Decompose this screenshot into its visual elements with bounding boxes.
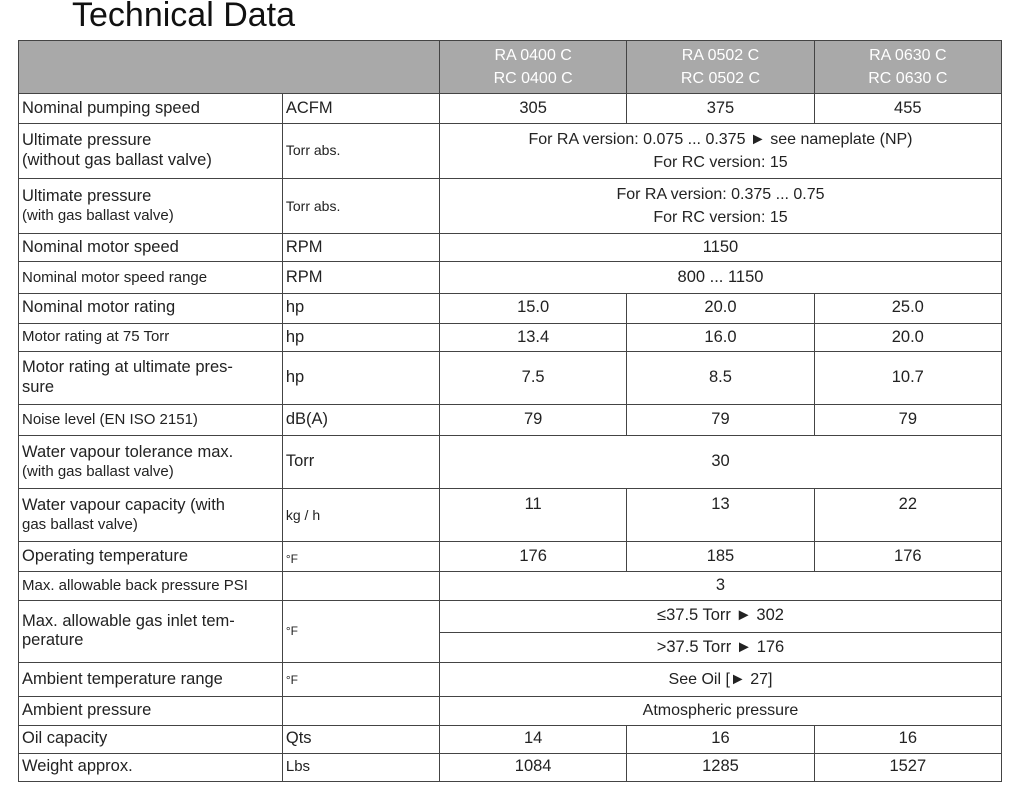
merged-value-cell bbox=[439, 178, 1001, 233]
value-cell: 16 bbox=[814, 725, 1001, 753]
value-cell: 14 bbox=[439, 725, 626, 753]
model-name-ra: RA 0630 C bbox=[869, 46, 947, 64]
param-label: Motor rating at 75 Torr bbox=[19, 323, 283, 351]
value-cell: 15.0 bbox=[439, 293, 626, 323]
param-label: Ambient pressure bbox=[19, 697, 283, 725]
unit-label: Lbs bbox=[282, 753, 439, 781]
unit-label: kg / h bbox=[282, 488, 439, 541]
param-label: Max. allowable back pressure PSI bbox=[19, 571, 283, 600]
unit-label: Qts bbox=[282, 725, 439, 753]
table-row bbox=[19, 262, 1002, 293]
param-label-line: (with gas ballast valve) bbox=[22, 206, 174, 224]
param-label: Nominal motor speed range bbox=[19, 262, 283, 293]
table-row bbox=[19, 293, 1002, 323]
unit-label: Torr abs. bbox=[282, 178, 439, 233]
merged-value-cell: 800 ... 1150 bbox=[439, 262, 1001, 293]
param-label-line: Ultimate pressure bbox=[22, 187, 152, 206]
value-cell: 16.0 bbox=[627, 323, 814, 351]
unit-label: RPM bbox=[282, 262, 439, 293]
value-cell: 455 bbox=[814, 94, 1001, 123]
value-cell: 185 bbox=[627, 542, 814, 571]
model-header bbox=[627, 41, 814, 94]
value-cell: 16 bbox=[627, 725, 814, 753]
merged-value-cell bbox=[439, 123, 1001, 178]
table-row bbox=[19, 435, 1002, 488]
unit-label: hp bbox=[282, 293, 439, 323]
table-row bbox=[19, 234, 1002, 262]
param-label bbox=[19, 352, 283, 405]
unit-label: °F bbox=[282, 600, 439, 662]
param-label bbox=[19, 488, 283, 541]
page-title: Technical Data bbox=[72, 0, 296, 34]
table-row bbox=[19, 123, 1002, 178]
value-cell: 10.7 bbox=[814, 352, 1001, 405]
unit-label bbox=[282, 697, 439, 725]
value-cell: 20.0 bbox=[627, 293, 814, 323]
unit-label: Torr abs. bbox=[282, 123, 439, 178]
model-header bbox=[814, 41, 1001, 94]
value-line: For RC version: 15 bbox=[653, 209, 788, 227]
table-row bbox=[19, 323, 1002, 351]
value-cell: 22 bbox=[814, 488, 1001, 541]
param-label-line: (without gas ballast valve) bbox=[22, 150, 212, 169]
merged-value-cell: Atmospheric pressure bbox=[439, 697, 1001, 725]
value-cell: 20.0 bbox=[814, 323, 1001, 351]
model-name-ra: RA 0502 C bbox=[681, 46, 760, 64]
value-cell: 11 bbox=[439, 488, 626, 541]
value-cell: 25.0 bbox=[814, 293, 1001, 323]
table-row bbox=[19, 488, 1002, 541]
param-label bbox=[19, 123, 283, 178]
merged-value-cell: >37.5 Torr ► 176 bbox=[439, 632, 1001, 662]
model-name-rc: RC 0502 C bbox=[680, 70, 761, 88]
param-label: Noise level (EN ISO 2151) bbox=[19, 405, 283, 435]
table-row bbox=[19, 725, 1002, 753]
model-header bbox=[439, 41, 626, 94]
value-line: For RA version: 0.075 ... 0.375 ► see nameplate (NP) bbox=[528, 130, 913, 148]
model-name-ra: RA 0400 C bbox=[494, 46, 572, 64]
unit-label: RPM bbox=[282, 234, 439, 262]
param-label-line: Ultimate pressure bbox=[22, 130, 152, 149]
technical-data-table bbox=[18, 40, 1002, 782]
value-cell: 79 bbox=[627, 405, 814, 435]
value-cell: 13.4 bbox=[439, 323, 626, 351]
value-cell: 305 bbox=[439, 94, 626, 123]
value-cell: 13 bbox=[627, 488, 814, 541]
value-cell: 1527 bbox=[814, 753, 1001, 781]
value-line: For RA version: 0.375 ... 0.75 bbox=[616, 185, 825, 203]
param-label: Ambient temperature range bbox=[19, 663, 283, 697]
param-label-line: Water vapour tolerance max. bbox=[22, 442, 234, 461]
merged-value-cell: 3 bbox=[439, 571, 1001, 600]
table-row bbox=[19, 94, 1002, 123]
value-line: For RC version: 15 bbox=[653, 153, 788, 171]
unit-label: °F bbox=[282, 663, 439, 697]
value-cell: 79 bbox=[814, 405, 1001, 435]
param-label: Operating temperature bbox=[19, 542, 283, 571]
value-cell: 1084 bbox=[439, 753, 626, 781]
value-cell: 375 bbox=[627, 94, 814, 123]
param-label: Nominal motor rating bbox=[19, 293, 283, 323]
unit-label: dB(A) bbox=[282, 405, 439, 435]
table-row bbox=[19, 405, 1002, 435]
header-blank-cell bbox=[19, 41, 440, 94]
unit-label: °F bbox=[282, 542, 439, 571]
model-name-rc: RC 0400 C bbox=[493, 70, 573, 88]
table-row bbox=[19, 663, 1002, 697]
table-row bbox=[19, 600, 1002, 632]
header-row bbox=[19, 41, 1002, 94]
merged-value-cell: 1150 bbox=[439, 234, 1001, 262]
param-label-line: gas ballast valve) bbox=[22, 516, 138, 534]
merged-value-cell: ≤37.5 Torr ► 302 bbox=[439, 600, 1001, 632]
merged-value-cell: See Oil [► 27] bbox=[439, 663, 1001, 697]
value-cell: 79 bbox=[439, 405, 626, 435]
param-label bbox=[19, 435, 283, 488]
unit-label bbox=[282, 571, 439, 600]
param-label: Oil capacity bbox=[19, 725, 283, 753]
value-cell: 176 bbox=[439, 542, 626, 571]
param-label bbox=[19, 600, 283, 662]
table-row bbox=[19, 697, 1002, 725]
value-cell: 1285 bbox=[627, 753, 814, 781]
unit-label: ACFM bbox=[282, 94, 439, 123]
param-label: Nominal pumping speed bbox=[19, 94, 283, 123]
table-row bbox=[19, 178, 1002, 233]
table-row bbox=[19, 542, 1002, 571]
table-row bbox=[19, 352, 1002, 405]
param-label: Nominal motor speed bbox=[19, 234, 283, 262]
unit-label: hp bbox=[282, 323, 439, 351]
value-cell: 7.5 bbox=[439, 352, 626, 405]
value-cell: 176 bbox=[814, 542, 1001, 571]
table-row bbox=[19, 571, 1002, 600]
param-label-line: Water vapour capacity (with bbox=[22, 496, 225, 515]
param-label-line: Motor rating at ultimate pres- bbox=[22, 358, 233, 377]
table-row bbox=[19, 753, 1002, 781]
param-label-line: Max. allowable gas inlet tem- bbox=[22, 611, 235, 630]
param-label-line: perature bbox=[22, 631, 84, 650]
unit-label: Torr bbox=[282, 435, 439, 488]
model-name-rc: RC 0630 C bbox=[868, 70, 948, 88]
param-label-line: sure bbox=[22, 378, 55, 397]
param-label-line: (with gas ballast valve) bbox=[22, 462, 174, 480]
param-label bbox=[19, 178, 283, 233]
unit-label: hp bbox=[282, 352, 439, 405]
param-label: Weight approx. bbox=[19, 753, 283, 781]
merged-value-cell: 30 bbox=[439, 435, 1001, 488]
value-cell: 8.5 bbox=[627, 352, 814, 405]
